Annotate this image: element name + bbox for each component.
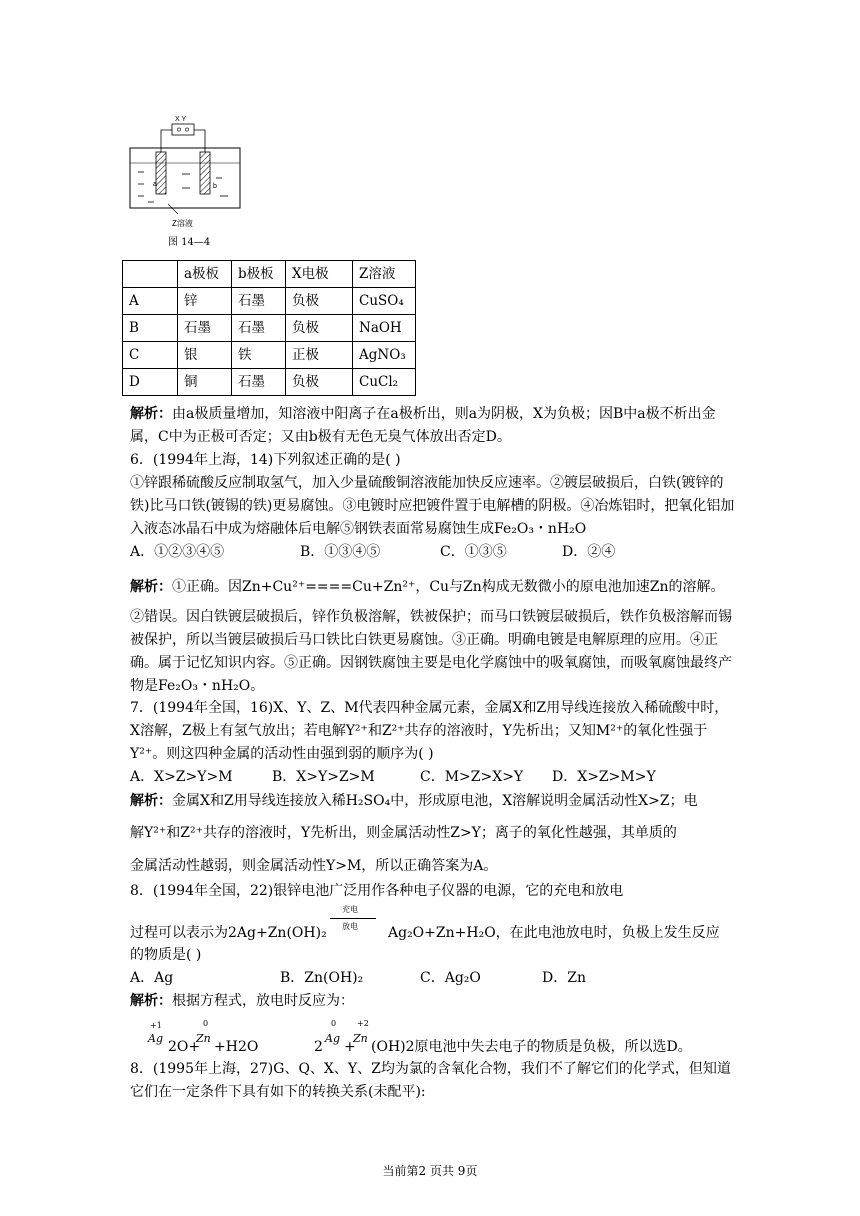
table-cell: 负极 xyxy=(286,369,353,396)
eq-zn-left: Zn xyxy=(196,1032,211,1045)
analysis-text: 根据方程式，放电时反应为： xyxy=(172,993,354,1009)
analysis-text: ①正确。因Zn+Cu²⁺====Cu+Zn²⁺，Cu与Zn构成无数微小的原电池加速Zn的溶解。 xyxy=(172,579,725,595)
option-c: C．Ag₂O xyxy=(420,970,481,986)
eq-right-plus: + xyxy=(344,1039,356,1055)
ox-state-ag-left: +1 xyxy=(150,1021,162,1030)
table-row xyxy=(123,288,416,315)
eq-right-end: (OH)2原电池中失去电子的物质是负极，所以选D。 xyxy=(371,1039,692,1055)
option-c: C．M>Z>X>Y xyxy=(420,769,524,785)
eq-ag-left: Ag xyxy=(148,1032,163,1045)
table-row xyxy=(123,369,416,396)
ox-state-zn-right: +2 xyxy=(357,1019,369,1028)
option-d: D．Zn xyxy=(542,970,586,986)
table-cell: 石墨 xyxy=(232,288,286,315)
table-header-cell: b极板 xyxy=(232,261,286,288)
ox-state-zn-left: 0 xyxy=(203,1019,209,1028)
table-header-cell: a极板 xyxy=(178,261,232,288)
q7-analysis-l2: 解Y²⁺和Z²⁺共存的溶液时，Y先析出，则金属活动性Z>Y；离子的氧化性越强，其单质的 xyxy=(130,825,677,841)
figure-caption: 图 14—4 xyxy=(168,237,211,248)
table-row xyxy=(123,342,416,369)
label-b: b xyxy=(213,183,217,190)
table-cell: C xyxy=(123,342,178,369)
reaction-arrow-line xyxy=(330,918,376,919)
option-b: B．X>Y>Z>M xyxy=(272,769,375,785)
table-header-cell: X电极 xyxy=(286,261,353,288)
q8a-stem-l3: 的物质是( ) xyxy=(130,947,202,963)
eq-ag-right: Ag xyxy=(325,1032,340,1045)
table-cell: 负极 xyxy=(286,288,353,315)
q7-stem: 7．(1994年全国，16)X、Y、Z、M代表四种金属元素，金属X和Z用导线连接放入稀硫酸中时，X溶解，Z极上有氢气放出；若电解Y²⁺和Z²⁺共存的溶液时，Y先析出；又知M²⁺的氧化性强于Y²⁺。则这四种金属的活动性由强到弱的顺序为( ) xyxy=(130,700,729,762)
analysis-label: 解析： xyxy=(130,579,172,595)
q8a-stem-l2a: 过程可以表示为2Ag+Zn(OH)₂ xyxy=(130,925,327,941)
analysis-label: 解析： xyxy=(130,993,172,1009)
q7-options xyxy=(130,766,750,788)
analysis-label: 解析： xyxy=(130,406,172,422)
table-row xyxy=(123,315,416,342)
table-cell: 石墨 xyxy=(232,369,286,396)
table-cell: A xyxy=(123,288,178,315)
q8a-stem-l1: 8．(1994年全国，22)银锌电池广泛用作各种电子仪器的电源，它的充电和放电 xyxy=(130,883,624,899)
table-cell: 铜 xyxy=(178,369,232,396)
option-d: D．②④ xyxy=(562,544,616,560)
q6-analysis-p1 xyxy=(130,576,736,599)
eq-right-coef: 2 xyxy=(314,1039,323,1055)
table-header-cell xyxy=(123,261,178,288)
option-b: B．①③④⑤ xyxy=(300,544,381,560)
eq-zn-right: Zn xyxy=(353,1032,368,1045)
table-cell: 正极 xyxy=(286,342,353,369)
option-b: B．Zn(OH)₂ xyxy=(280,970,364,986)
q5-analysis xyxy=(130,403,736,449)
label-xy: X Y xyxy=(175,116,187,123)
table-cell: 石墨 xyxy=(178,315,232,342)
option-d: D．X>Z>M>Y xyxy=(552,769,656,785)
page-footer: 当前第2 页共 9页 xyxy=(382,1164,478,1178)
analysis-text: 由a极质量增加，知溶液中阳离子在a极析出，则a为阴极，X为负极；因B中a极不析出金属，C中为正极可否定；又由b极有无色无臭气体放出否定D。 xyxy=(130,406,716,445)
table-cell: 石墨 xyxy=(232,315,286,342)
eq-left-end: +H2O xyxy=(214,1039,259,1055)
options-table xyxy=(122,260,416,396)
table-cell: 锌 xyxy=(178,288,232,315)
option-c: C．①③⑤ xyxy=(440,544,507,560)
analysis-label: 解析： xyxy=(130,793,172,809)
q6-analysis-p2: ②错误。因白铁镀层破损后，锌作负极溶解，铁被保护；而马口铁镀层破损后，铁作负极溶解而锡被保护，所以当镀层破损后马口铁比白铁更易腐蚀。③正确。明确电镀是电解原理的应用。④正确。属于记忆知识内容。⑤正确。因钢铁腐蚀主要是电化学腐蚀中的吸氧腐蚀，而吸氧腐蚀最终产物是Fe₂O₃・nH₂O。 xyxy=(130,609,732,694)
eq-left-rest: 2O+ xyxy=(168,1039,201,1055)
table-cell: AgNO₃ xyxy=(353,342,416,369)
q8a-options xyxy=(130,967,750,989)
electrolysis-figure xyxy=(120,108,260,248)
table-cell: 银 xyxy=(178,342,232,369)
q6-stem: 6．(1994年上海，14)下列叙述正确的是( ) xyxy=(130,452,401,468)
label-z-solution: Z溶液 xyxy=(172,219,193,228)
q6-options xyxy=(130,541,750,563)
option-a: A．①②③④⑤ xyxy=(130,544,225,560)
discharge-label: 放电 xyxy=(342,922,358,931)
charge-label: 充电 xyxy=(342,905,358,914)
q7-analysis-l1 xyxy=(130,790,698,812)
q8a-stem-l2b: Ag₂O+Zn+H₂O，在此电池放电时，负极上发生反应 xyxy=(388,925,720,941)
electrolysis-diagram xyxy=(120,108,260,233)
table-header-cell: Z溶液 xyxy=(353,261,416,288)
table-cell: CuSO₄ xyxy=(353,288,416,315)
table-cell: 铁 xyxy=(232,342,286,369)
table-cell: CuCl₂ xyxy=(353,369,416,396)
option-a: A．X>Z>Y>M xyxy=(130,769,233,785)
analysis-text: 金属X和Z用导线连接放入稀H₂SO₄中，形成原电池，X溶解说明金属活动性X>Z；电 xyxy=(172,793,698,809)
option-a: A．Ag xyxy=(130,970,174,986)
q7-analysis-l3: 金属活动性越弱，则金属活动性Y>M，所以正确答案为A。 xyxy=(130,858,498,874)
q8a-analysis xyxy=(130,990,354,1012)
q8b-stem: 8．(1995年上海，27)G、Q、X、Y、Z均为氯的含氧化合物，我们不了解它们的化学式，但知道它们在一定条件下具有如下的转换关系(未配平): xyxy=(130,1061,731,1100)
table-cell: 负极 xyxy=(286,315,353,342)
table-cell: B xyxy=(123,315,178,342)
table-cell: D xyxy=(123,369,178,396)
q6-body: ①锌跟稀硫酸反应制取氢气，加入少量硫酸铜溶液能加快反应速率。②镀层破损后，白铁(镀锌的铁)比马口铁(镀锡的铁)更易腐蚀。③电镀时应把镀件置于电解槽的阴极。④冶炼铝时，把氧化铝加入液态冰晶石中成为熔融体后电解⑤钢铁表面常易腐蚀生成Fe₂O₃・nH₂O xyxy=(130,475,735,537)
table-cell: NaOH xyxy=(353,315,416,342)
ox-state-ag-right: 0 xyxy=(331,1019,337,1028)
label-a: a xyxy=(153,181,157,188)
table-header-row xyxy=(123,261,416,288)
